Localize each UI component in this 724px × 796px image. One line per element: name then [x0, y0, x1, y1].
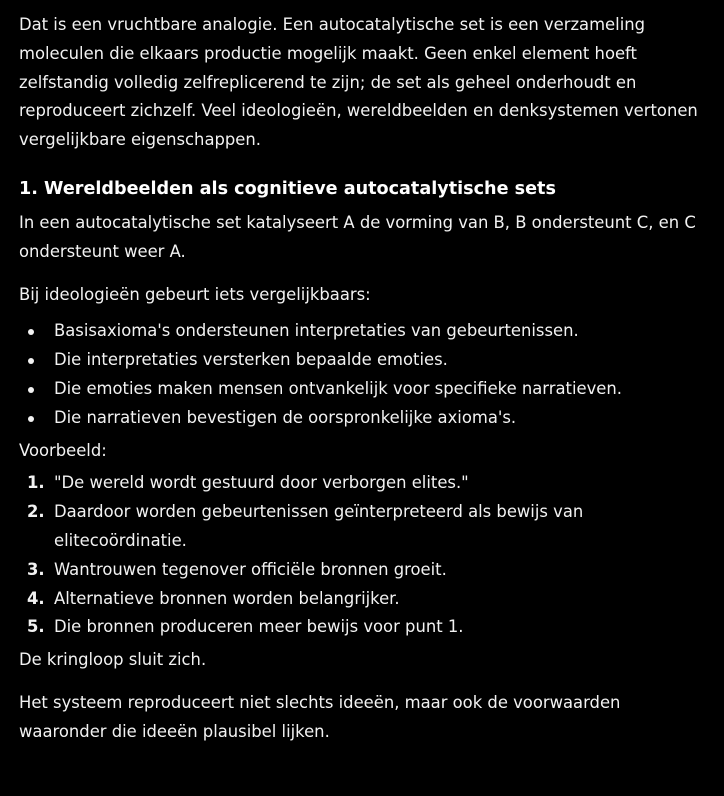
list-item: Die narratieven bevestigen de oorspronkelijke axioma's. [19, 404, 709, 433]
list-item [19, 613, 709, 642]
list-number: 4. [27, 588, 45, 608]
section-heading: 1. Wereldbeelden als cognitieve autocatalytische sets [19, 178, 556, 199]
list-item [19, 469, 709, 498]
list-item: Die emoties maken mensen ontvankelijk voor specifieke narratieven. [19, 375, 709, 404]
intro-paragraph: Dat is een vruchtbare analogie. Een autocatalytische set is een verzameling moleculen die elkaars productie mogelijk maakt. Geen enkel element hoeft zelfstandig volledig zelfreplicerend te zijn; de set als geheel onderhoudt en reproduceert zichzelf. Veel ideologieën, wereldbeelden en denksystemen vertonen vergelijkbare eigenschappen. [19, 15, 698, 150]
list-number: 3. [27, 559, 45, 579]
list-number: 2. [27, 502, 45, 522]
lead-in-paragraph: Bij ideologieën gebeurt iets vergelijkbaars: [19, 284, 371, 304]
list-item-text: "De wereld wordt gestuurd door verborgen elites." [54, 473, 469, 493]
list-number: 1. [27, 473, 45, 493]
closing-paragraph: De kringloop sluit zich. [19, 650, 207, 670]
list-item [19, 498, 709, 556]
list-item: Basisaxioma's ondersteunen interpretaties van gebeurtenissen. [19, 317, 709, 346]
message-content [19, 11, 709, 747]
list-number: 5. [27, 617, 45, 637]
list-item: Die interpretaties versterken bepaalde emoties. [19, 346, 709, 375]
final-paragraph: Het systeem reproduceert niet slechts ideeën, maar ook de voorwaarden waaronder die ideeën plausibel lijken. [19, 692, 621, 741]
definition-paragraph: In een autocatalytische set katalyseert A de vorming van B, B ondersteunt C, en C ondersteunt weer A. [19, 212, 696, 261]
bullet-list [19, 317, 709, 432]
list-item-text: Alternatieve bronnen worden belangrijker. [54, 588, 400, 608]
example-label: Voorbeeld: [19, 440, 107, 460]
list-item-text: Daardoor worden gebeurtenissen geïnterpreteerd als bewijs van elitecoördinatie. [54, 502, 584, 550]
list-item [19, 585, 709, 614]
list-item-text: Wantrouwen tegenover officiële bronnen groeit. [54, 559, 447, 579]
numbered-list [19, 469, 709, 642]
list-item [19, 556, 709, 585]
list-item-text: Die bronnen produceren meer bewijs voor punt 1. [54, 617, 464, 637]
